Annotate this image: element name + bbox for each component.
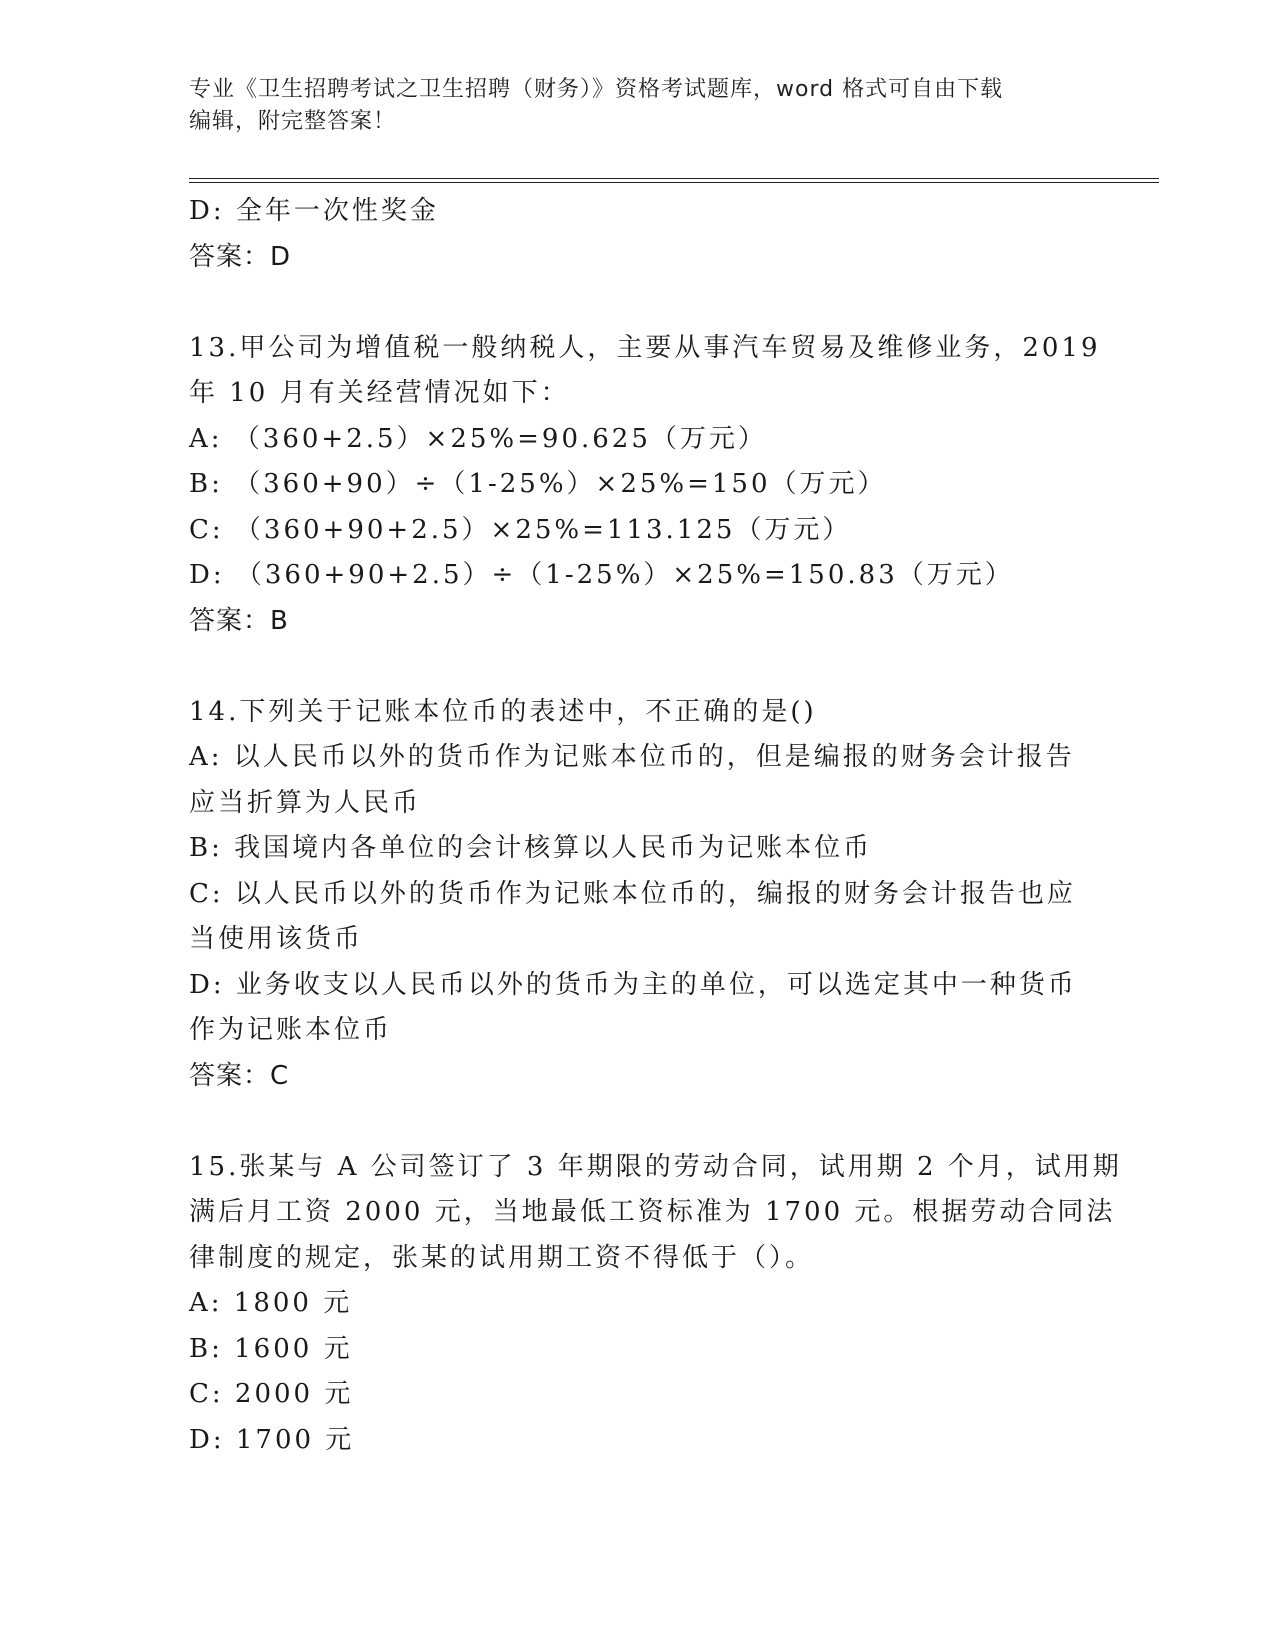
q15-stem-line-1: 15.张某与 A 公司签订了 3 年期限的劳动合同，试用期 2 个月，试用期	[189, 1151, 1122, 1182]
q13-option-a: A: （360+2.5）×25%=90.625（万元）	[189, 423, 767, 454]
q15-stem-line-3: 律制度的规定，张某的试用期工资不得低于（）。	[189, 1242, 815, 1273]
q13-option-c: C: （360+90+2.5）×25%=113.125（万元）	[189, 514, 852, 545]
q14-answer: 答案：C	[189, 1060, 290, 1091]
q13-stem-line-2: 年 10 月有关经营情况如下：	[189, 378, 570, 408]
q15-stem-line-2: 满后月工资 2000 元，当地最低工资标准为 1700 元。根据劳动合同法	[189, 1197, 1116, 1227]
q14-option-c-line-2: 当使用该货币	[189, 924, 364, 954]
q14-stem: 14.下列关于记账本位币的表述中，不正确的是()	[189, 696, 817, 727]
q14-option-a-line-2: 应当折算为人民币	[189, 787, 422, 818]
q15-option-b: B: 1600 元	[189, 1333, 353, 1364]
q15-option-a: A: 1800 元	[189, 1288, 353, 1318]
header-divider-bottom	[189, 182, 1159, 183]
spacer	[189, 644, 1089, 690]
q13-option-b: B: （360+90）÷（1-25%）×25%=150（万元）	[189, 469, 887, 499]
q14-option-c-line-1: C: 以人民币以外的货币作为记账本位币的，编报的财务会计报告也应	[189, 878, 1076, 909]
q13-stem-line-1: 13.甲公司为增值税一般纳税人，主要从事汽车贸易及维修业务，2019	[189, 332, 1101, 363]
spacer	[189, 1099, 1089, 1145]
q13-option-d: D: （360+90+2.5）÷（1-25%）×25%=150.83（万元）	[189, 560, 1014, 590]
header-line-2: 编辑，附完整答案！	[189, 109, 397, 134]
q14-option-d-line-2: 作为记账本位币	[189, 1015, 393, 1045]
header-line-1: 专业《卫生招聘考试之卫生招聘（财务）》资格考试题库，word 格式可自由下载	[189, 77, 1004, 102]
header-divider-top	[189, 178, 1159, 179]
spacer	[189, 280, 1089, 326]
q14-option-b: B: 我国境内各单位的会计核算以人民币为记账本位币	[189, 833, 873, 863]
question-content	[189, 189, 1122, 1463]
page-header	[189, 74, 1089, 138]
q13-answer: 答案：B	[189, 605, 289, 636]
q14-option-a-line-1: A: 以人民币以外的货币作为记账本位币的，但是编报的财务会计报告	[189, 742, 1075, 772]
q12-answer: 答案：D	[189, 241, 292, 272]
q12-option-d: D: 全年一次性奖金	[189, 196, 439, 226]
q15-option-d: D: 1700 元	[189, 1424, 355, 1455]
q14-option-d-line-1: D: 业务收支以人民币以外的货币为主的单位，可以选定其中一种货币	[189, 969, 1077, 1000]
q15-option-c: C: 2000 元	[189, 1379, 354, 1409]
